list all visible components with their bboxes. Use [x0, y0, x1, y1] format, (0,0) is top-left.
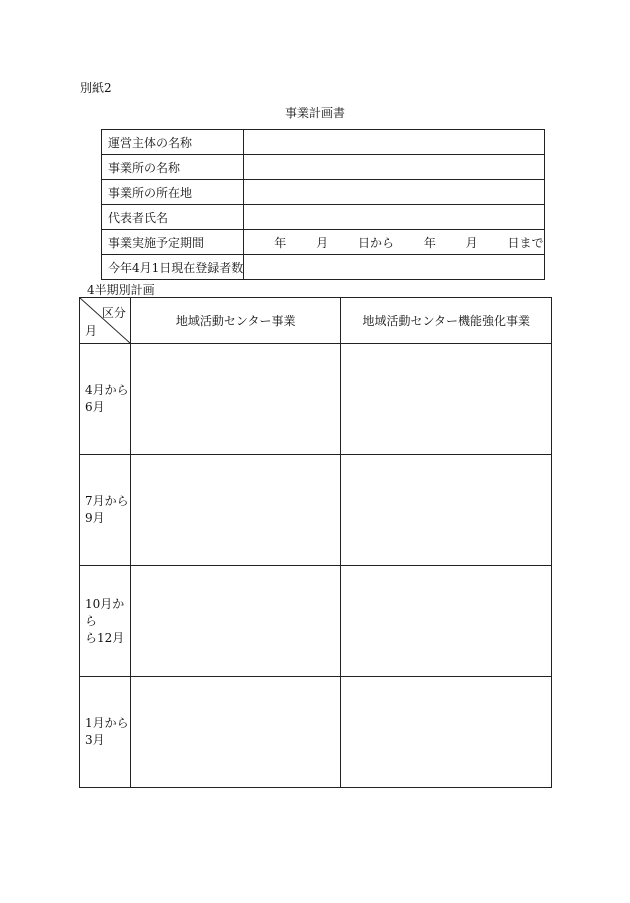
info-label-office-name: 事業所の名称	[102, 155, 244, 180]
quarter-label-q1	[80, 344, 131, 455]
table-row	[80, 566, 552, 677]
corner-header-cell	[80, 298, 131, 344]
plan-cell-q1-center[interactable]	[130, 344, 341, 455]
info-field-office-name[interactable]	[244, 155, 544, 180]
info-label-operator: 運営主体の名称	[102, 130, 244, 155]
quarter-label-line: 6月	[85, 400, 105, 414]
info-label-office-address: 事業所の所在地	[102, 180, 244, 205]
quarter-label-line: 3月	[85, 733, 105, 747]
quarter-label-q2	[80, 455, 131, 566]
period-year-end: 年	[423, 235, 436, 250]
period-month-end: 月	[465, 235, 478, 250]
plan-cell-q4-enhancement[interactable]	[341, 677, 552, 788]
table-row	[102, 205, 545, 230]
document-title: 事業計画書	[284, 106, 345, 120]
quarterly-plan-table	[79, 297, 552, 788]
info-field-registrants[interactable]	[244, 255, 544, 280]
period-year-start: 年	[274, 235, 287, 250]
corner-label-category: 区分	[101, 306, 126, 320]
plan-cell-q4-center[interactable]	[130, 677, 341, 788]
table-row	[102, 130, 545, 155]
business-info-table	[101, 129, 545, 280]
section-label-quarterly-plan: 4半期別計画	[87, 283, 155, 297]
table-row	[102, 255, 545, 280]
table-row	[102, 230, 545, 255]
info-label-period: 事業実施予定期間	[102, 230, 244, 255]
info-field-representative[interactable]	[244, 205, 544, 230]
info-label-registrants: 今年4月1日現在登録者数	[102, 255, 244, 280]
quarter-label-line: 10月から	[85, 596, 125, 628]
info-label-representative: 代表者氏名	[102, 205, 244, 230]
table-row	[80, 677, 552, 788]
quarter-label-line: 7月から	[85, 494, 129, 508]
table-row	[80, 455, 552, 566]
table-header-row	[80, 298, 552, 344]
period-day-start: 日から	[357, 235, 394, 250]
quarter-label-line: 4月から	[85, 383, 129, 397]
period-month-start: 月	[316, 235, 329, 250]
table-row	[102, 180, 545, 205]
quarter-label-q4	[80, 677, 131, 788]
corner-label-month: 月	[85, 324, 98, 338]
plan-cell-q2-enhancement[interactable]	[341, 455, 552, 566]
plan-cell-q2-center[interactable]	[130, 455, 341, 566]
quarter-label-line: ら12月	[85, 630, 125, 645]
column-header-enhancement-project: 地域活動センター機能強化事業	[341, 298, 552, 344]
table-row	[102, 155, 545, 180]
info-field-office-address[interactable]	[244, 180, 544, 205]
column-header-center-project: 地域活動センター事業	[130, 298, 341, 344]
period-day-end: 日まで	[507, 235, 544, 250]
plan-cell-q1-enhancement[interactable]	[341, 344, 552, 455]
plan-cell-q3-enhancement[interactable]	[341, 566, 552, 677]
annex-label: 別紙2	[80, 81, 112, 95]
table-row	[80, 344, 552, 455]
quarter-label-q3	[80, 566, 131, 677]
quarter-label-line: 9月	[85, 511, 105, 525]
quarter-label-line: 1月から	[85, 716, 129, 730]
info-field-period[interactable]	[244, 230, 544, 255]
plan-cell-q3-center[interactable]	[130, 566, 341, 677]
info-field-operator[interactable]	[244, 130, 544, 155]
